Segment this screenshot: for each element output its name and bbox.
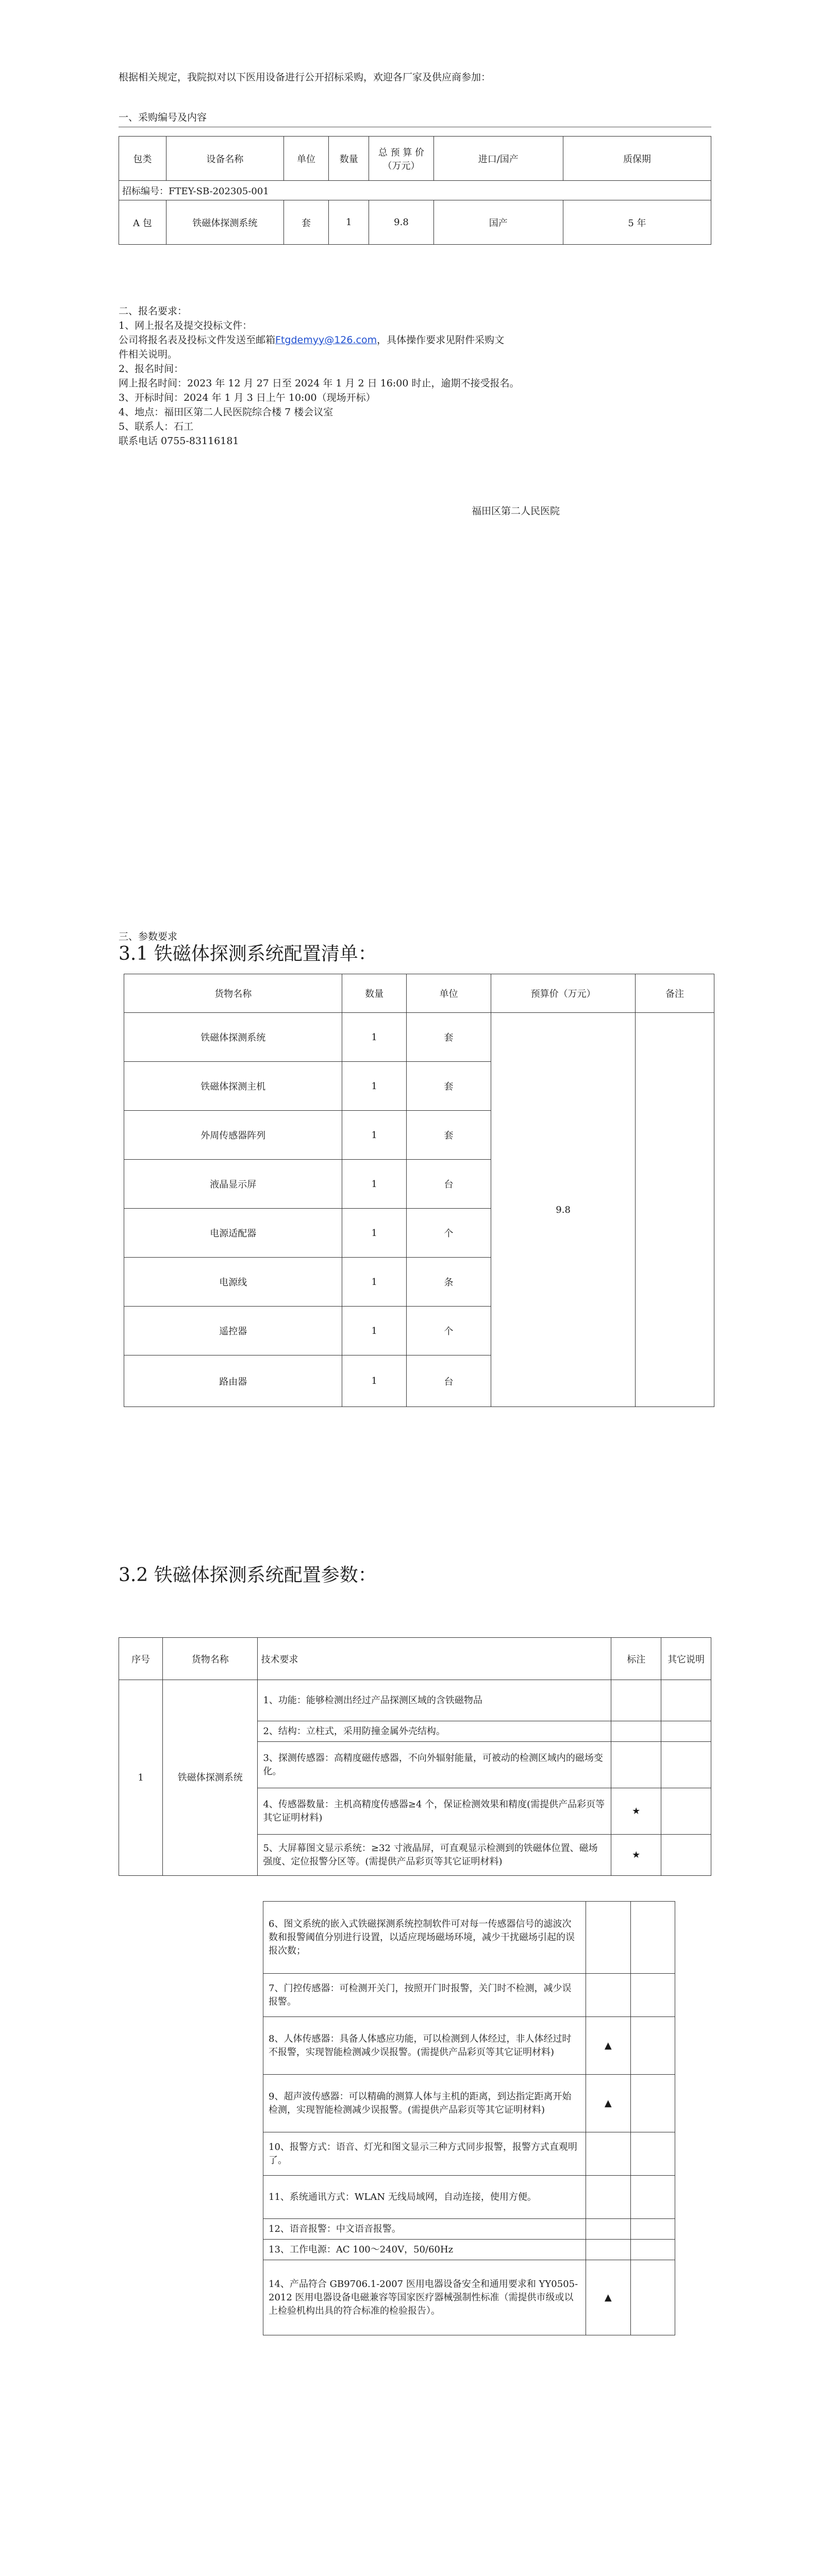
- table-cell: 9.8: [369, 200, 433, 245]
- req-mark-triangle: ▲: [586, 2075, 630, 2132]
- section2-line: 联系电话 0755-83116181: [119, 435, 239, 447]
- table-cell: 套: [283, 200, 328, 245]
- req-text: 11、系统通讯方式：WLAN 无线局域网，自动连接，使用方便。: [263, 2176, 586, 2219]
- section2-email-line: [119, 334, 504, 346]
- req-note: [630, 2075, 675, 2132]
- col-header: 数量: [342, 974, 406, 1013]
- req-note: [630, 1974, 675, 2017]
- req-note: [630, 2176, 675, 2219]
- col-header: 货物名称: [163, 1638, 258, 1680]
- table-cell: 1: [342, 1062, 406, 1111]
- req-mark: [611, 1742, 661, 1788]
- req-mark: [586, 1902, 630, 1974]
- col-header: 序号: [119, 1638, 163, 1680]
- table-cell: 1: [342, 1209, 406, 1258]
- req-text: 10、报警方式：语音、灯光和图文显示三种方式同步报警，报警方式直观明了。: [263, 2132, 586, 2176]
- req-note: [661, 1721, 711, 1742]
- req-note: [630, 2132, 675, 2176]
- req-note: [661, 1788, 711, 1835]
- col-header: 预算价（万元）: [491, 974, 636, 1013]
- table-cell: 1: [342, 1258, 406, 1307]
- section2-line: 2、报名时间：: [119, 363, 184, 375]
- col-header: 设备名称: [166, 137, 283, 181]
- col-header: 单位: [283, 137, 328, 181]
- req-mark: [611, 1680, 661, 1721]
- req-mark: [611, 1721, 661, 1742]
- table-cell: 国产: [433, 200, 563, 245]
- col-header: 进口/国产: [433, 137, 563, 181]
- table-cell: 1: [329, 200, 369, 245]
- req-text: 4、传感器数量：主机高精度传感器≥4 个，保证检测效果和精度(需提供产品彩页等其它证明材料): [258, 1788, 611, 1835]
- section2-line: 件相关说明。: [119, 349, 178, 360]
- section1-title: 一、采购编号及内容: [119, 112, 207, 123]
- req-text: 9、超声波传感器：可以精确的测算人体与主机的距离，到达指定距离开始检测，实现智能检测减少误报警。(需提供产品彩页等其它证明材料): [263, 2075, 586, 2132]
- req-note: [630, 2219, 675, 2240]
- req-note: [661, 1835, 711, 1876]
- req-note: [630, 2240, 675, 2260]
- table-cell: 个: [406, 1209, 491, 1258]
- req-text: 13、工作电源：AC 100～240V，50/60Hz: [263, 2240, 586, 2260]
- table-cell: 遥控器: [124, 1307, 342, 1355]
- table-cell: 套: [406, 1062, 491, 1111]
- table-cell: 铁磁体探测系统: [166, 200, 283, 245]
- table-cell: 外周传感器阵列: [124, 1111, 342, 1160]
- req-note: [661, 1680, 711, 1721]
- col-header: 总 预 算 价（万元）: [369, 137, 433, 181]
- req-text: 1、功能：能够检测出经过产品探测区域的含铁磁物品: [258, 1680, 611, 1721]
- config-list-title: 3.1 铁磁体探测系统配置清单：: [119, 943, 377, 964]
- section2-line: 3、开标时间：2024 年 1 月 3 日上午 10:00（现场开标）: [119, 392, 376, 403]
- col-header: 技术要求: [258, 1638, 611, 1680]
- req-mark-triangle: ▲: [586, 2017, 630, 2075]
- req-text: 5、大屏幕图文显示系统：≥32 寸液晶屏，可直观显示检测到的铁磁体位置、磁场强度、定位报警分区等。(需提供产品彩页等其它证明材料): [258, 1835, 611, 1876]
- req-mark-star: ★: [611, 1788, 661, 1835]
- remark-cell: [635, 1013, 714, 1407]
- req-index: 1: [119, 1680, 163, 1876]
- col-header: 货物名称: [124, 974, 342, 1013]
- table-cell: 电源线: [124, 1258, 342, 1307]
- req-mark: [586, 1974, 630, 2017]
- section2-line: 网上报名时间：2023 年 12 月 27 日至 2024 年 1 月 2 日 16:00 时止，逾期不接受报名。: [119, 378, 520, 389]
- table-cell: 路由器: [124, 1355, 342, 1407]
- organization-name: 福田区第二人民医院: [472, 505, 560, 517]
- col-header: 其它说明: [661, 1638, 711, 1680]
- col-header: 标注: [611, 1638, 661, 1680]
- col-header: 数量: [329, 137, 369, 181]
- col-header: 备注: [635, 974, 714, 1013]
- section2-title: 二、报名要求：: [119, 306, 188, 317]
- table-cell: 个: [406, 1307, 491, 1355]
- email-link[interactable]: Ftgdemyy@126.com: [275, 334, 377, 346]
- section2-line: 5、联系人：石工: [119, 421, 194, 432]
- section2-text: 公司将报名表及投标文件发送至邮箱: [119, 334, 276, 346]
- table-cell: 1: [342, 1111, 406, 1160]
- budget-cell: 9.8: [491, 1013, 636, 1407]
- req-mark: [586, 2176, 630, 2219]
- req-text: 14、产品符合 GB9706.1-2007 医用电器设备安全和通用要求和 YY0505-2012 医用电器设备电磁兼容等国家医疗器械强制性标准（需提供市级或以上检验机构出具的符合标准的检验报告）。: [263, 2260, 586, 2335]
- procurement-table: [119, 136, 711, 245]
- req-text: 3、探测传感器：高精度磁传感器，不向外辐射能量，可被动的检测区域内的磁场变化。: [258, 1742, 611, 1788]
- section2-text: ，具体操作要求见附件采购文: [377, 334, 505, 346]
- table-cell: A 包: [119, 200, 166, 245]
- req-mark: [586, 2132, 630, 2176]
- config-params-title: 3.2 铁磁体探测系统配置参数：: [119, 1565, 377, 1586]
- table-cell: 台: [406, 1355, 491, 1407]
- table-cell: 铁磁体探测主机: [124, 1062, 342, 1111]
- req-text: 8、人体传感器：具备人体感应功能，可以检测到人体经过，非人体经过时不报警，实现智能检测减少误报警。(需提供产品彩页等其它证明材料): [263, 2017, 586, 2075]
- table-cell: 1: [342, 1307, 406, 1355]
- req-note: [630, 2260, 675, 2335]
- req-text: 6、图文系统的嵌入式铁磁探测系统控制软件可对每一传感器信号的滤波次数和报警阈值分别进行设置，以适应现场磁场环境，减少干扰磁场引起的误报次数；: [263, 1902, 586, 1974]
- table-cell: 1: [342, 1160, 406, 1209]
- config-list-table: [124, 974, 714, 1407]
- table-cell: 铁磁体探测系统: [124, 1013, 342, 1062]
- req-note: [661, 1742, 711, 1788]
- table-cell: 1: [342, 1355, 406, 1407]
- section3-title: 三、参数要求: [119, 931, 178, 942]
- req-text: 2、结构：立柱式，采用防撞金属外壳结构。: [258, 1721, 611, 1742]
- requirements-table-continued: [263, 1901, 675, 2335]
- req-text: 7、门控传感器：可检测开关门，按照开门时报警，关门时不检测，减少误报警。: [263, 1974, 586, 2017]
- table-cell: 台: [406, 1160, 491, 1209]
- table-cell: 5 年: [563, 200, 711, 245]
- section2-line: 1、网上报名及提交投标文件：: [119, 320, 253, 331]
- col-header: 质保期: [563, 137, 711, 181]
- req-mark-star: ★: [611, 1835, 661, 1876]
- bid-number: 招标编号：FTEY-SB-202305-001: [119, 181, 711, 200]
- table-cell: 1: [342, 1013, 406, 1062]
- req-text: 12、语音报警：中文语音报警。: [263, 2219, 586, 2240]
- req-note: [630, 2017, 675, 2075]
- req-mark: [586, 2240, 630, 2260]
- req-mark: [586, 2219, 630, 2240]
- table-cell: 套: [406, 1111, 491, 1160]
- table-cell: 电源适配器: [124, 1209, 342, 1258]
- table-cell: 条: [406, 1258, 491, 1307]
- table-cell: 液晶显示屏: [124, 1160, 342, 1209]
- col-header: 包类: [119, 137, 166, 181]
- req-item-name: 铁磁体探测系统: [163, 1680, 258, 1876]
- req-mark-triangle: ▲: [586, 2260, 630, 2335]
- req-note: [630, 1902, 675, 1974]
- table-cell: 套: [406, 1013, 491, 1062]
- requirements-table: [119, 1637, 711, 1876]
- col-header: 单位: [406, 974, 491, 1013]
- intro-text: 根据相关规定，我院拟对以下医用设备进行公开招标采购，欢迎各厂家及供应商参加：: [119, 72, 491, 83]
- section2-line: 4、地点：福田区第二人民医院综合楼 7 楼会议室: [119, 406, 333, 418]
